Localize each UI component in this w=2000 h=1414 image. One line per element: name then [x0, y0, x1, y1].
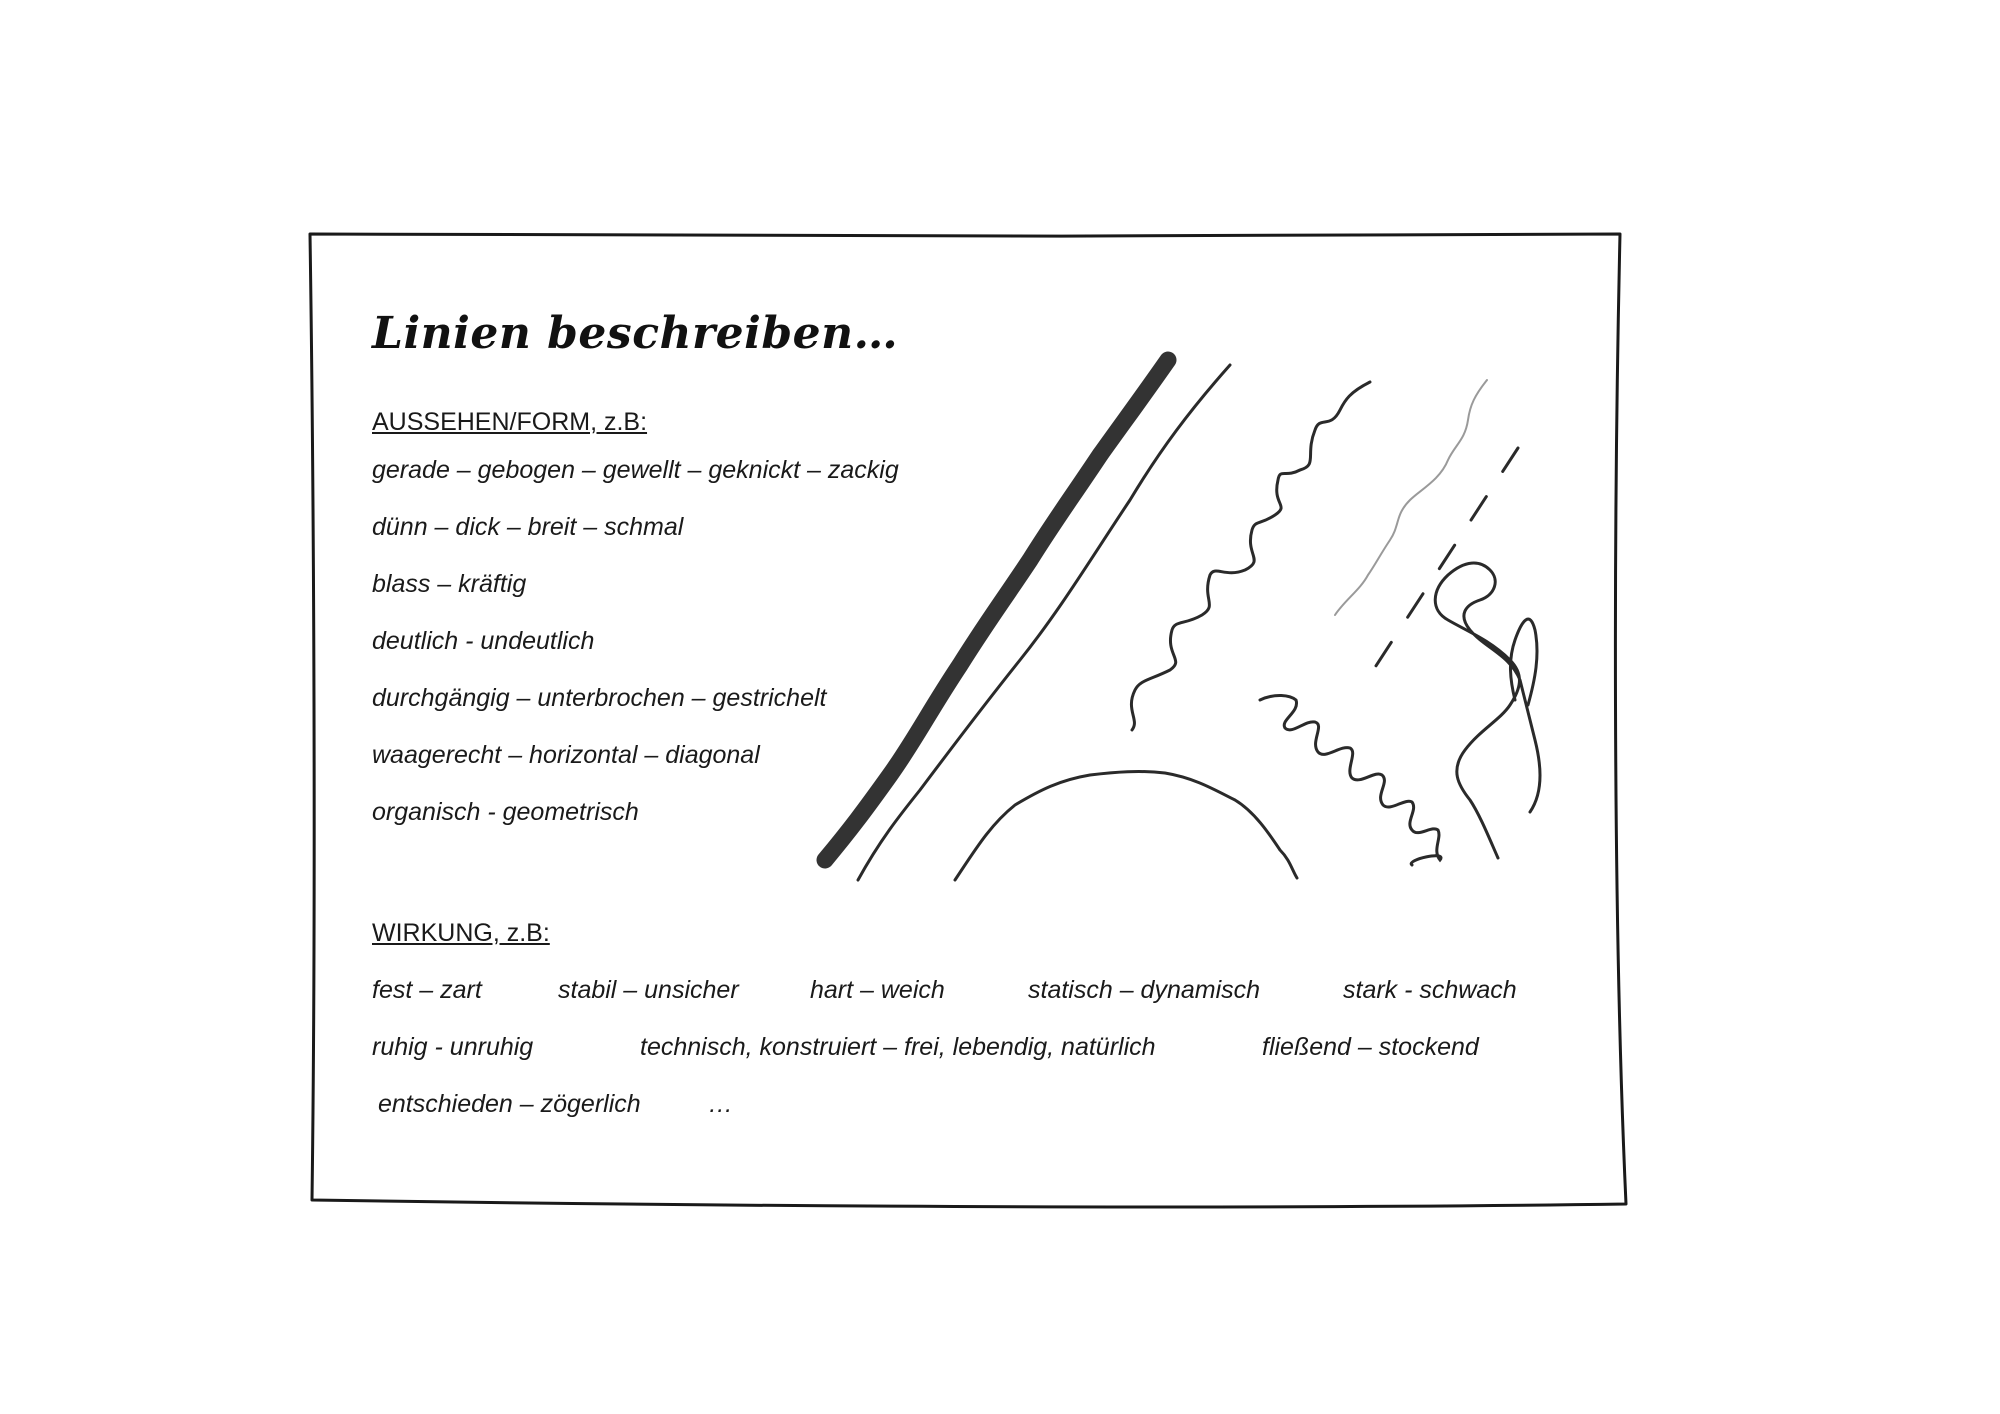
effect-item: hart – weich: [810, 976, 945, 1004]
zigzag-line: [1260, 695, 1441, 865]
thick-diagonal-line: [825, 360, 1168, 860]
page-title: Linien beschreiben…: [372, 308, 899, 359]
section-heading-form: AUSSEHEN/FORM, z.B:: [372, 408, 648, 436]
list-item: deutlich - undeutlich: [372, 627, 595, 655]
organic-loop-line: [1435, 563, 1540, 858]
effect-item: stark - schwach: [1343, 976, 1517, 1004]
list-item: organisch - geometrisch: [372, 798, 639, 826]
arc-line: [955, 772, 1297, 880]
dashed-line: [1370, 448, 1518, 675]
effect-item: statisch – dynamisch: [1028, 976, 1261, 1004]
section-heading-effect: WIRKUNG, z.B:: [372, 919, 550, 947]
ellipsis: …: [708, 1090, 733, 1118]
effect-item: entschieden – zögerlich: [378, 1090, 641, 1118]
list-item: durchgängig – unterbrochen – gestrichelt: [372, 684, 827, 712]
effect-item: technisch, konstruiert – frei, lebendig, natürlich: [640, 1033, 1156, 1061]
list-item: waagerecht – horizontal – diagonal: [372, 741, 760, 769]
effect-item: stabil – unsicher: [558, 976, 739, 1004]
thin-diagonal-line: [858, 365, 1230, 880]
wavy-line: [1131, 382, 1370, 730]
effect-item: fließend – stockend: [1262, 1033, 1479, 1061]
faint-wavy-line: [1335, 380, 1487, 615]
effect-item: ruhig - unruhig: [372, 1033, 534, 1061]
list-item: blass – kräftig: [372, 570, 527, 598]
effect-item: fest – zart: [372, 976, 482, 1004]
list-item: gerade – gebogen – gewellt – geknickt – zackig: [372, 456, 899, 484]
list-item: dünn – dick – breit – schmal: [372, 513, 684, 541]
